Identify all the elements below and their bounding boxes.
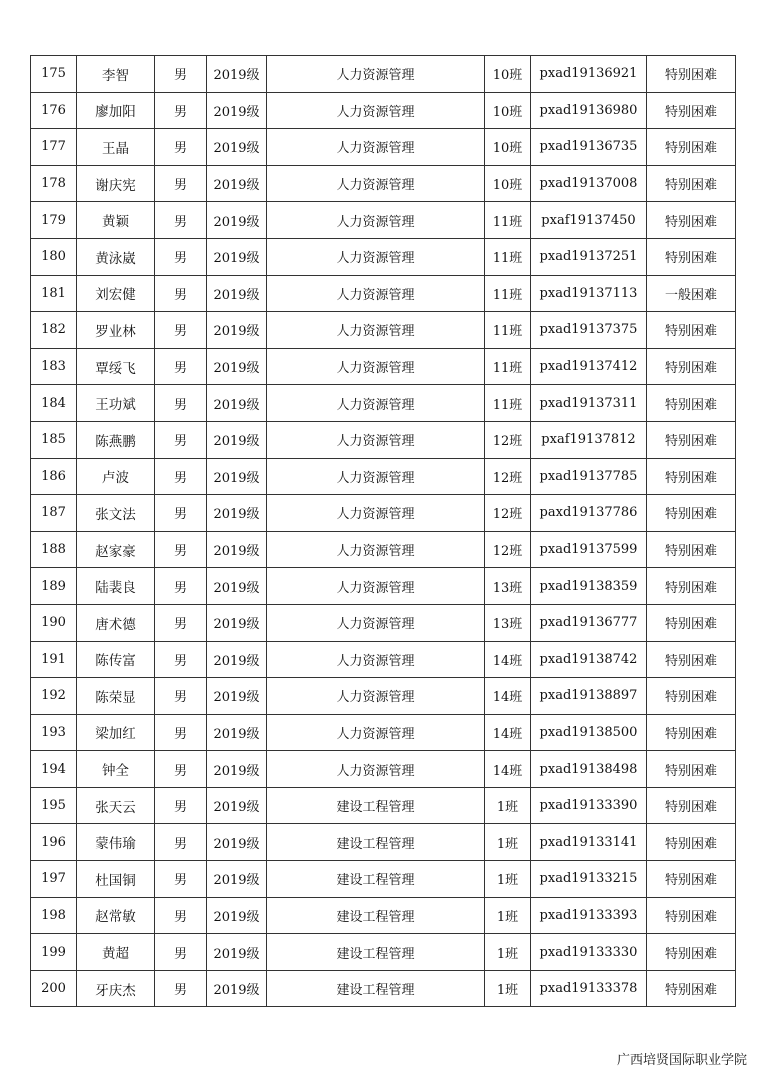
name-cell: 王晶	[77, 129, 155, 166]
grade-cell: 2019级	[207, 934, 267, 971]
major-cell: 人力资源管理	[267, 165, 485, 202]
major-cell: 人力资源管理	[267, 385, 485, 422]
gender-cell: 男	[155, 458, 207, 495]
grade-cell: 2019级	[207, 824, 267, 861]
index-cell: 194	[31, 751, 77, 788]
gender-cell: 男	[155, 92, 207, 129]
student-id-cell: pxad19133330	[531, 934, 647, 971]
student-id-cell: pxad19137311	[531, 385, 647, 422]
student-id-cell: pxad19136735	[531, 129, 647, 166]
index-cell: 189	[31, 568, 77, 605]
table-row	[31, 787, 736, 824]
student-id-cell: pxaf19137812	[531, 421, 647, 458]
gender-cell: 男	[155, 970, 207, 1007]
table-row	[31, 312, 736, 349]
grade-cell: 2019级	[207, 714, 267, 751]
student-id-cell: pxad19136980	[531, 92, 647, 129]
name-cell: 张天云	[77, 787, 155, 824]
class-cell: 1班	[485, 824, 531, 861]
gender-cell: 男	[155, 824, 207, 861]
index-cell: 193	[31, 714, 77, 751]
table-row	[31, 604, 736, 641]
grade-cell: 2019级	[207, 495, 267, 532]
class-cell: 1班	[485, 897, 531, 934]
gender-cell: 男	[155, 202, 207, 239]
index-cell: 191	[31, 641, 77, 678]
class-cell: 13班	[485, 568, 531, 605]
index-cell: 175	[31, 56, 77, 93]
class-cell: 11班	[485, 202, 531, 239]
grade-cell: 2019级	[207, 970, 267, 1007]
difficulty-level-cell: 特别困难	[647, 495, 736, 532]
grade-cell: 2019级	[207, 458, 267, 495]
name-cell: 黄颖	[77, 202, 155, 239]
major-cell: 人力资源管理	[267, 495, 485, 532]
gender-cell: 男	[155, 861, 207, 898]
gender-cell: 男	[155, 678, 207, 715]
difficulty-level-cell: 特别困难	[647, 751, 736, 788]
class-cell: 1班	[485, 934, 531, 971]
major-cell: 人力资源管理	[267, 641, 485, 678]
grade-cell: 2019级	[207, 641, 267, 678]
major-cell: 建设工程管理	[267, 934, 485, 971]
grade-cell: 2019级	[207, 531, 267, 568]
gender-cell: 男	[155, 495, 207, 532]
grade-cell: 2019级	[207, 56, 267, 93]
major-cell: 建设工程管理	[267, 861, 485, 898]
table-row	[31, 970, 736, 1007]
student-id-cell: pxad19138359	[531, 568, 647, 605]
student-id-cell: pxad19137008	[531, 165, 647, 202]
major-cell: 人力资源管理	[267, 568, 485, 605]
name-cell: 刘宏健	[77, 275, 155, 312]
grade-cell: 2019级	[207, 678, 267, 715]
table-row	[31, 92, 736, 129]
major-cell: 人力资源管理	[267, 312, 485, 349]
index-cell: 179	[31, 202, 77, 239]
major-cell: 建设工程管理	[267, 970, 485, 1007]
grade-cell: 2019级	[207, 312, 267, 349]
major-cell: 人力资源管理	[267, 458, 485, 495]
name-cell: 陈传富	[77, 641, 155, 678]
name-cell: 牙庆杰	[77, 970, 155, 1007]
student-id-cell: pxad19138500	[531, 714, 647, 751]
table-row	[31, 714, 736, 751]
difficulty-level-cell: 特别困难	[647, 348, 736, 385]
student-id-cell: pxad19137412	[531, 348, 647, 385]
major-cell: 人力资源管理	[267, 421, 485, 458]
grade-cell: 2019级	[207, 787, 267, 824]
difficulty-level-cell: 特别困难	[647, 202, 736, 239]
index-cell: 196	[31, 824, 77, 861]
major-cell: 建设工程管理	[267, 787, 485, 824]
index-cell: 187	[31, 495, 77, 532]
major-cell: 人力资源管理	[267, 238, 485, 275]
name-cell: 陈燕鹏	[77, 421, 155, 458]
index-cell: 185	[31, 421, 77, 458]
class-cell: 12班	[485, 495, 531, 532]
name-cell: 李智	[77, 56, 155, 93]
difficulty-level-cell: 特别困难	[647, 458, 736, 495]
difficulty-level-cell: 特别困难	[647, 678, 736, 715]
table-row	[31, 421, 736, 458]
gender-cell: 男	[155, 751, 207, 788]
name-cell: 覃绥飞	[77, 348, 155, 385]
index-cell: 190	[31, 604, 77, 641]
student-id-cell: pxad19133215	[531, 861, 647, 898]
difficulty-level-cell: 特别困难	[647, 312, 736, 349]
difficulty-level-cell: 特别困难	[647, 421, 736, 458]
class-cell: 1班	[485, 861, 531, 898]
class-cell: 1班	[485, 787, 531, 824]
major-cell: 人力资源管理	[267, 348, 485, 385]
index-cell: 176	[31, 92, 77, 129]
student-id-cell: pxad19133393	[531, 897, 647, 934]
table-body	[31, 56, 736, 1007]
class-cell: 10班	[485, 56, 531, 93]
gender-cell: 男	[155, 714, 207, 751]
table-row	[31, 238, 736, 275]
difficulty-level-cell: 特别困难	[647, 934, 736, 971]
gender-cell: 男	[155, 531, 207, 568]
table-row	[31, 165, 736, 202]
student-id-cell: pxad19133378	[531, 970, 647, 1007]
gender-cell: 男	[155, 348, 207, 385]
student-id-cell: pxad19137113	[531, 275, 647, 312]
student-id-cell: pxad19137251	[531, 238, 647, 275]
gender-cell: 男	[155, 56, 207, 93]
class-cell: 14班	[485, 751, 531, 788]
class-cell: 11班	[485, 275, 531, 312]
gender-cell: 男	[155, 934, 207, 971]
name-cell: 蒙伟瑜	[77, 824, 155, 861]
name-cell: 黄泳崴	[77, 238, 155, 275]
grade-cell: 2019级	[207, 165, 267, 202]
difficulty-level-cell: 特别困难	[647, 238, 736, 275]
class-cell: 14班	[485, 641, 531, 678]
name-cell: 陆裴良	[77, 568, 155, 605]
grade-cell: 2019级	[207, 897, 267, 934]
gender-cell: 男	[155, 275, 207, 312]
table-row	[31, 348, 736, 385]
name-cell: 黄超	[77, 934, 155, 971]
student-id-cell: pxad19138498	[531, 751, 647, 788]
difficulty-level-cell: 特别困难	[647, 92, 736, 129]
name-cell: 赵家豪	[77, 531, 155, 568]
gender-cell: 男	[155, 787, 207, 824]
student-id-cell: pxad19138897	[531, 678, 647, 715]
difficulty-level-cell: 特别困难	[647, 861, 736, 898]
index-cell: 195	[31, 787, 77, 824]
student-id-cell: pxaf19137450	[531, 202, 647, 239]
grade-cell: 2019级	[207, 275, 267, 312]
major-cell: 人力资源管理	[267, 678, 485, 715]
class-cell: 12班	[485, 458, 531, 495]
gender-cell: 男	[155, 312, 207, 349]
name-cell: 杜国铜	[77, 861, 155, 898]
table-row	[31, 458, 736, 495]
student-id-cell: pxad19137375	[531, 312, 647, 349]
difficulty-level-cell: 一般困难	[647, 275, 736, 312]
index-cell: 197	[31, 861, 77, 898]
difficulty-level-cell: 特别困难	[647, 970, 736, 1007]
gender-cell: 男	[155, 897, 207, 934]
gender-cell: 男	[155, 129, 207, 166]
difficulty-level-cell: 特别困难	[647, 824, 736, 861]
major-cell: 人力资源管理	[267, 751, 485, 788]
student-id-cell: pxad19137785	[531, 458, 647, 495]
grade-cell: 2019级	[207, 604, 267, 641]
name-cell: 赵常敏	[77, 897, 155, 934]
grade-cell: 2019级	[207, 92, 267, 129]
major-cell: 人力资源管理	[267, 531, 485, 568]
table-row	[31, 275, 736, 312]
major-cell: 建设工程管理	[267, 897, 485, 934]
index-cell: 184	[31, 385, 77, 422]
grade-cell: 2019级	[207, 568, 267, 605]
index-cell: 200	[31, 970, 77, 1007]
name-cell: 张文法	[77, 495, 155, 532]
table-row	[31, 641, 736, 678]
difficulty-level-cell: 特别困难	[647, 165, 736, 202]
name-cell: 谢庆宪	[77, 165, 155, 202]
class-cell: 10班	[485, 165, 531, 202]
name-cell: 钟全	[77, 751, 155, 788]
student-id-cell: pxad19136921	[531, 56, 647, 93]
table-row	[31, 531, 736, 568]
name-cell: 梁加红	[77, 714, 155, 751]
class-cell: 12班	[485, 421, 531, 458]
name-cell: 陈荣显	[77, 678, 155, 715]
index-cell: 198	[31, 897, 77, 934]
gender-cell: 男	[155, 604, 207, 641]
student-id-cell: pxad19138742	[531, 641, 647, 678]
index-cell: 177	[31, 129, 77, 166]
major-cell: 建设工程管理	[267, 824, 485, 861]
index-cell: 188	[31, 531, 77, 568]
major-cell: 人力资源管理	[267, 56, 485, 93]
difficulty-level-cell: 特别困难	[647, 568, 736, 605]
table-row	[31, 897, 736, 934]
name-cell: 廖加阳	[77, 92, 155, 129]
index-cell: 192	[31, 678, 77, 715]
class-cell: 11班	[485, 238, 531, 275]
student-id-cell: pxad19133390	[531, 787, 647, 824]
class-cell: 10班	[485, 92, 531, 129]
grade-cell: 2019级	[207, 861, 267, 898]
index-cell: 180	[31, 238, 77, 275]
grade-cell: 2019级	[207, 421, 267, 458]
class-cell: 10班	[485, 129, 531, 166]
student-table	[30, 55, 736, 1007]
table-row	[31, 56, 736, 93]
class-cell: 11班	[485, 385, 531, 422]
difficulty-level-cell: 特别困难	[647, 385, 736, 422]
table-row	[31, 678, 736, 715]
index-cell: 183	[31, 348, 77, 385]
class-cell: 11班	[485, 348, 531, 385]
grade-cell: 2019级	[207, 385, 267, 422]
student-id-cell: pxad19133141	[531, 824, 647, 861]
difficulty-level-cell: 特别困难	[647, 56, 736, 93]
grade-cell: 2019级	[207, 348, 267, 385]
difficulty-level-cell: 特别困难	[647, 641, 736, 678]
major-cell: 人力资源管理	[267, 604, 485, 641]
name-cell: 卢波	[77, 458, 155, 495]
grade-cell: 2019级	[207, 202, 267, 239]
table-row	[31, 202, 736, 239]
gender-cell: 男	[155, 238, 207, 275]
class-cell: 12班	[485, 531, 531, 568]
class-cell: 13班	[485, 604, 531, 641]
index-cell: 199	[31, 934, 77, 971]
major-cell: 人力资源管理	[267, 275, 485, 312]
index-cell: 182	[31, 312, 77, 349]
class-cell: 14班	[485, 714, 531, 751]
grade-cell: 2019级	[207, 751, 267, 788]
difficulty-level-cell: 特别困难	[647, 897, 736, 934]
difficulty-level-cell: 特别困难	[647, 604, 736, 641]
major-cell: 人力资源管理	[267, 714, 485, 751]
difficulty-level-cell: 特别困难	[647, 787, 736, 824]
table-row	[31, 751, 736, 788]
difficulty-level-cell: 特别困难	[647, 129, 736, 166]
gender-cell: 男	[155, 641, 207, 678]
student-id-cell: paxd19137786	[531, 495, 647, 532]
gender-cell: 男	[155, 385, 207, 422]
table-row	[31, 568, 736, 605]
gender-cell: 男	[155, 568, 207, 605]
name-cell: 罗业林	[77, 312, 155, 349]
table-row	[31, 129, 736, 166]
major-cell: 人力资源管理	[267, 129, 485, 166]
table-row	[31, 934, 736, 971]
class-cell: 11班	[485, 312, 531, 349]
index-cell: 186	[31, 458, 77, 495]
gender-cell: 男	[155, 421, 207, 458]
class-cell: 14班	[485, 678, 531, 715]
table-row	[31, 824, 736, 861]
name-cell: 唐术德	[77, 604, 155, 641]
table-row	[31, 861, 736, 898]
student-id-cell: pxad19136777	[531, 604, 647, 641]
student-id-cell: pxad19137599	[531, 531, 647, 568]
major-cell: 人力资源管理	[267, 92, 485, 129]
difficulty-level-cell: 特别困难	[647, 714, 736, 751]
grade-cell: 2019级	[207, 129, 267, 166]
table-row	[31, 385, 736, 422]
major-cell: 人力资源管理	[267, 202, 485, 239]
class-cell: 1班	[485, 970, 531, 1007]
school-name-footer: 广西培贤国际职业学院	[616, 1053, 747, 1068]
grade-cell: 2019级	[207, 238, 267, 275]
name-cell: 王功斌	[77, 385, 155, 422]
index-cell: 181	[31, 275, 77, 312]
table-row	[31, 495, 736, 532]
gender-cell: 男	[155, 165, 207, 202]
index-cell: 178	[31, 165, 77, 202]
difficulty-level-cell: 特别困难	[647, 531, 736, 568]
